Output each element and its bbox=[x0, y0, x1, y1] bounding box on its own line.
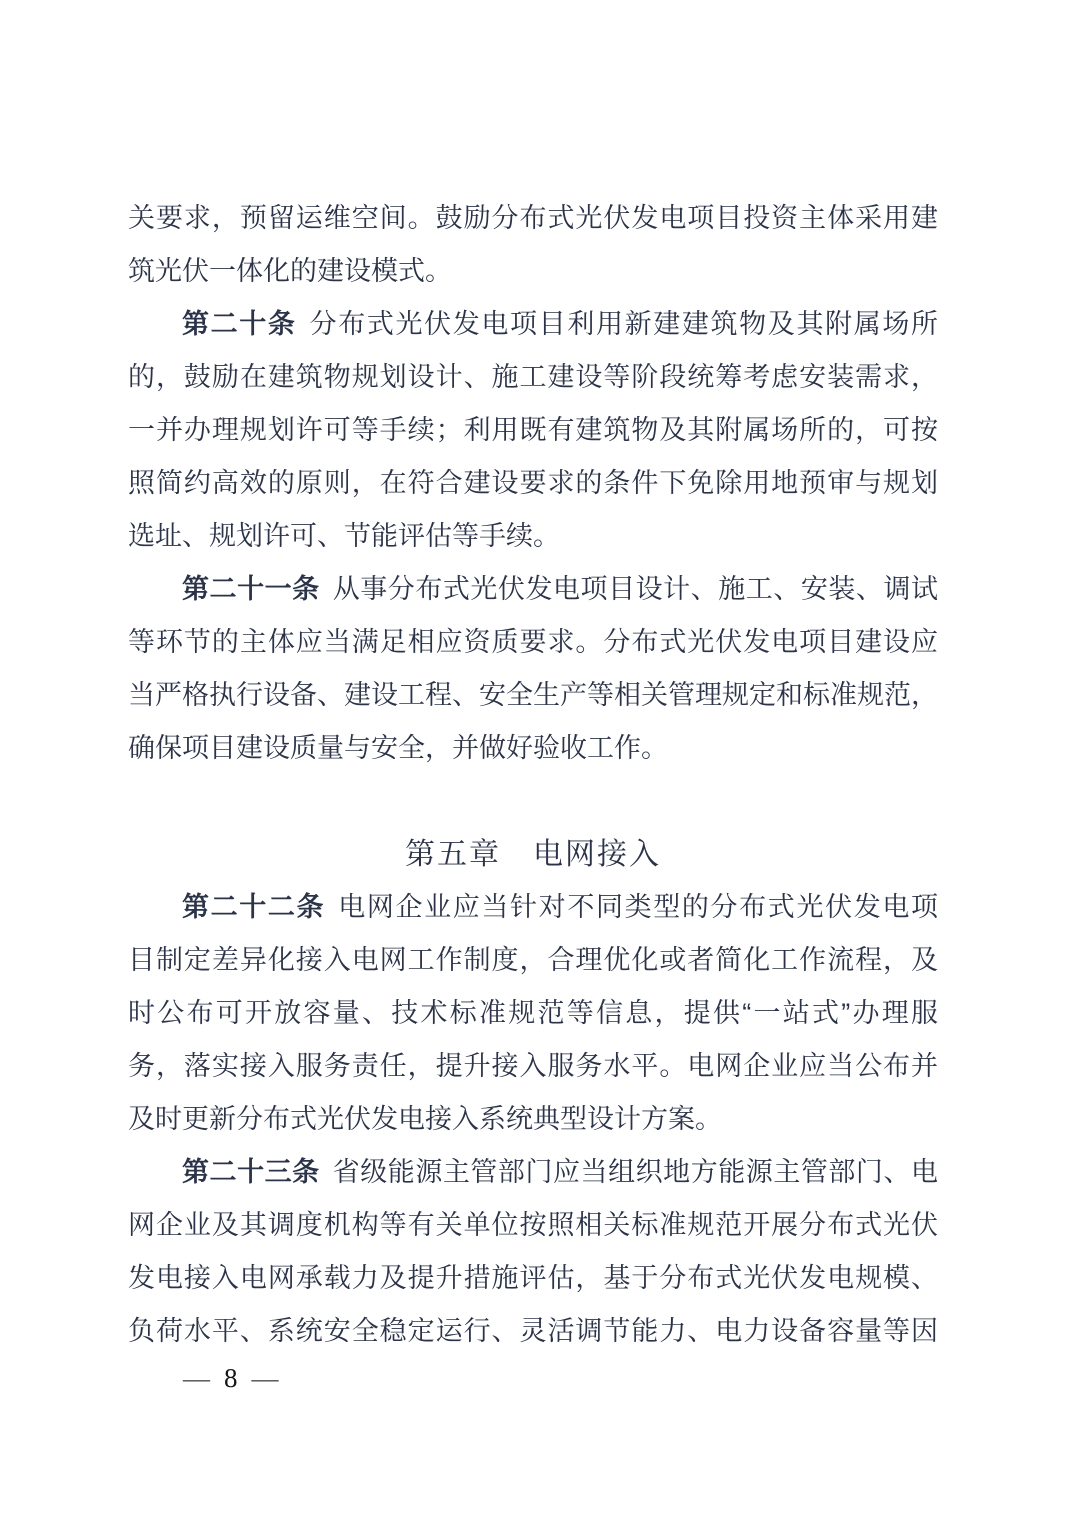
text-line-content: 务，落实接入服务责任，提升接入服务水平。电网企业应当公布并 bbox=[128, 1051, 938, 1081]
text-line-content: 负荷水平、系统安全稳定运行、灵活调节能力、电力设备容量等因 bbox=[128, 1316, 938, 1346]
article-number: 第二十三条 bbox=[182, 1157, 320, 1187]
text-line bbox=[128, 192, 938, 245]
text-line-content: 的，鼓励在建筑物规划设计、施工建设等阶段统筹考虑安装需求， bbox=[128, 362, 938, 392]
text-line-content: 从事分布式光伏发电项目设计、施工、安装、调试 bbox=[332, 574, 939, 604]
article-number: 第二十二条 bbox=[182, 892, 326, 922]
text-line-content: 分布式光伏发电项目利用新建建筑物及其附属场所 bbox=[309, 309, 939, 339]
text-line-content: 当严格执行设备、建设工程、安全生产等相关管理规定和标准规范， bbox=[128, 680, 938, 710]
page-footer bbox=[183, 1362, 279, 1394]
chapter-heading-text: 第五章 电网接入 bbox=[405, 838, 661, 871]
text-line-content: 等环节的主体应当满足相应资质要求。分布式光伏发电项目建设应 bbox=[128, 627, 938, 657]
text-line bbox=[128, 669, 938, 722]
text-line bbox=[128, 457, 938, 510]
text-block bbox=[128, 192, 938, 1358]
text-line bbox=[128, 245, 938, 298]
footer-dash-left: — bbox=[183, 1363, 210, 1393]
text-line-content: 发电接入电网承载力及提升措施评估，基于分布式光伏发电规模、 bbox=[128, 1263, 938, 1293]
text-line bbox=[128, 1305, 938, 1358]
text-line-content: 省级能源主管部门应当组织地方能源主管部门、电 bbox=[332, 1157, 939, 1187]
text-line bbox=[128, 351, 938, 404]
text-line bbox=[128, 563, 938, 616]
text-line-content: 关要求，预留运维空间。鼓励分布式光伏发电项目投资主体采用建 bbox=[128, 203, 938, 233]
blank-line bbox=[128, 775, 938, 828]
article-number: 第二十一条 bbox=[182, 574, 320, 604]
text-line-content: 确保项目建设质量与安全，并做好验收工作。 bbox=[128, 733, 668, 763]
page-number: 8 bbox=[224, 1363, 238, 1393]
text-line-content: 一并办理规划许可等手续；利用既有建筑物及其附属场所的，可按 bbox=[128, 415, 938, 445]
text-line-content: 及时更新分布式光伏发电接入系统典型设计方案。 bbox=[128, 1104, 722, 1134]
chapter-heading bbox=[128, 828, 938, 881]
text-line bbox=[128, 404, 938, 457]
text-line bbox=[128, 1040, 938, 1093]
text-line-content: 目制定差异化接入电网工作制度，合理优化或者简化工作流程，及 bbox=[128, 945, 938, 975]
text-line bbox=[128, 510, 938, 563]
text-line bbox=[128, 934, 938, 987]
footer-dash-right: — bbox=[251, 1363, 279, 1393]
article-number: 第二十条 bbox=[182, 309, 297, 339]
text-line bbox=[128, 722, 938, 775]
text-line-content: 电网企业应当针对不同类型的分布式光伏发电项 bbox=[338, 892, 939, 922]
text-line-content: 网企业及其调度机构等有关单位按照相关标准规范开展分布式光伏 bbox=[128, 1210, 938, 1240]
text-line bbox=[128, 298, 938, 351]
text-line bbox=[128, 1199, 938, 1252]
text-line bbox=[128, 881, 938, 934]
text-line bbox=[128, 1252, 938, 1305]
text-line bbox=[128, 616, 938, 669]
text-line-content: 选址、规划许可、节能评估等手续。 bbox=[128, 521, 560, 551]
text-line bbox=[128, 1093, 938, 1146]
text-line bbox=[128, 987, 938, 1040]
text-line-content: 时公布可开放容量、技术标准规范等信息，提供“一站式”办理服 bbox=[128, 998, 938, 1028]
text-line bbox=[128, 1146, 938, 1199]
text-line-content: 照简约高效的原则，在符合建设要求的条件下免除用地预审与规划 bbox=[128, 468, 938, 498]
text-line-content: 筑光伏一体化的建设模式。 bbox=[128, 256, 452, 286]
